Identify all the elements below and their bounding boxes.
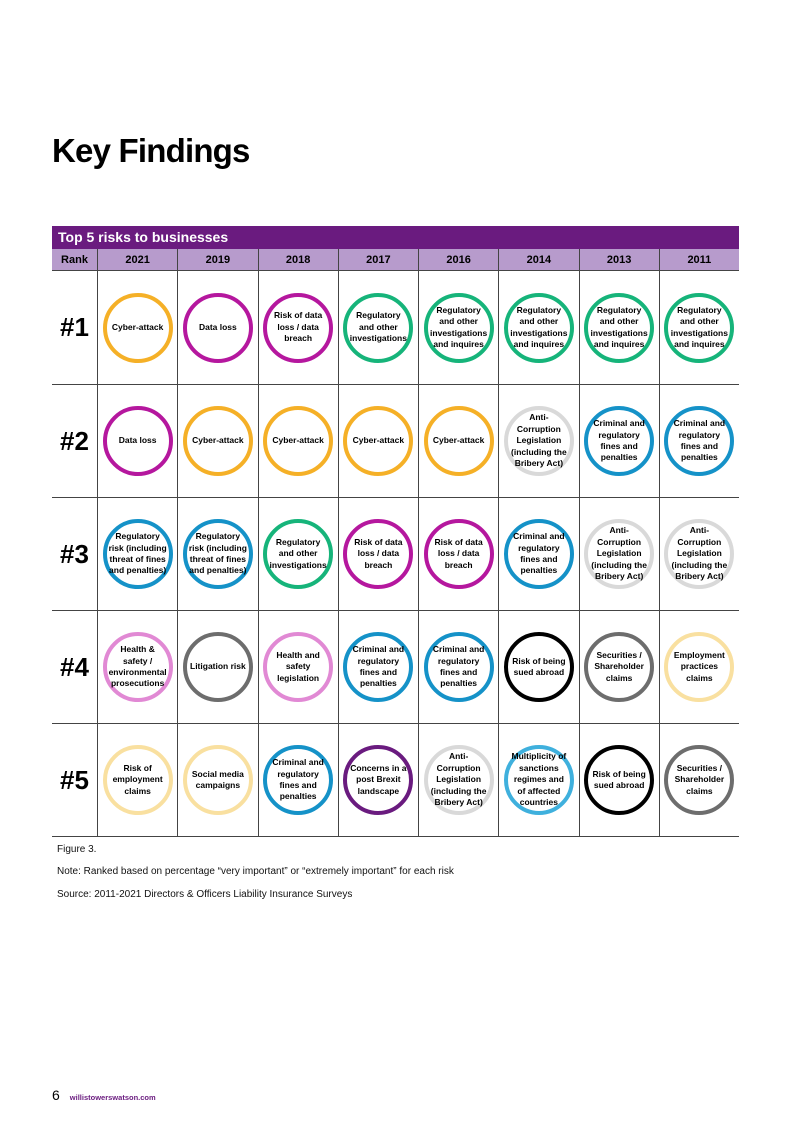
- risk-circle: [263, 632, 333, 702]
- risk-cell: [659, 724, 739, 836]
- risk-circle: [103, 745, 173, 815]
- year-header: 2019: [177, 249, 257, 270]
- year-header: 2013: [579, 249, 659, 270]
- page-footer: [52, 1087, 156, 1103]
- risk-circle: [103, 406, 173, 476]
- risk-cell: [258, 498, 338, 610]
- risk-label: Risk of being sued abroad: [512, 655, 566, 677]
- year-header: 2011: [659, 249, 739, 270]
- table-row: [52, 271, 739, 385]
- table-note: Note: Ranked based on percentage “very important” or “extremely important” for each risk: [57, 866, 454, 877]
- risk-circle: [664, 632, 734, 702]
- risk-label: Anti-Corruption Legislation (including the Bribery Act): [671, 525, 728, 582]
- year-header: 2021: [97, 249, 177, 270]
- risk-cell: [97, 724, 177, 836]
- risk-label: Data loss: [198, 321, 237, 332]
- risk-cell: [659, 385, 739, 497]
- risk-circle: [664, 293, 734, 363]
- risk-label: Regulatory and other investigations and inquires: [670, 304, 728, 349]
- risk-label: Securities / Shareholder claims: [674, 762, 725, 796]
- risk-circle: [584, 632, 654, 702]
- risk-cell: [498, 498, 578, 610]
- risk-circle: [424, 632, 494, 702]
- risk-cell: [258, 724, 338, 836]
- risk-cell: [338, 385, 418, 497]
- risk-circle: [343, 293, 413, 363]
- table-row: [52, 385, 739, 498]
- risk-circle: [584, 293, 654, 363]
- risk-label: Regulatory and other investigations: [269, 536, 327, 570]
- footer-url: willistowerswatson.com: [69, 1093, 156, 1102]
- risk-label: Litigation risk: [190, 661, 246, 672]
- risk-circle: [504, 519, 574, 589]
- risk-cell: [579, 498, 659, 610]
- page-number: 6: [52, 1087, 60, 1103]
- risk-cell: [338, 611, 418, 723]
- risk-circle: [504, 406, 574, 476]
- risk-cell: [97, 271, 177, 384]
- risk-cell: [498, 724, 578, 836]
- risk-cell: [338, 271, 418, 384]
- risk-circle: [343, 519, 413, 589]
- risk-circle: [664, 519, 734, 589]
- page-title: Key Findings: [52, 132, 250, 169]
- risk-cell: [418, 498, 498, 610]
- risk-circle: [183, 745, 253, 815]
- risk-circle: [664, 745, 734, 815]
- rank-label: #2: [60, 425, 89, 456]
- risk-cell: [659, 498, 739, 610]
- risk-label: Risk of data loss / data breach: [274, 310, 323, 344]
- rank-label: #5: [60, 764, 89, 795]
- risk-label: Regulatory and other investigations and inquires: [430, 304, 488, 349]
- risk-cell: [258, 271, 338, 384]
- risk-circle: [424, 745, 494, 815]
- risk-label: Risk of employment claims: [112, 762, 163, 796]
- table-row: [52, 498, 739, 611]
- risk-circle: [343, 406, 413, 476]
- risk-circle: [103, 519, 173, 589]
- risk-label: Cyber-attack: [192, 435, 244, 446]
- table-row: [52, 611, 739, 724]
- risk-label: Criminal and regulatory fines and penalties: [673, 418, 726, 463]
- rank-header: Rank: [61, 253, 88, 266]
- risk-cell: [659, 271, 739, 384]
- risk-label: Anti-Corruption Legislation (including the Bribery Act): [511, 412, 567, 469]
- risk-cell: [177, 385, 257, 497]
- rank-label: #3: [60, 538, 89, 569]
- risk-label: Criminal and regulatory fines and penalties: [513, 531, 565, 576]
- risk-cell: [498, 385, 578, 497]
- risk-label: Anti-Corruption Legislation (including the Bribery Act): [591, 525, 647, 582]
- risk-label: Cyber-attack: [111, 321, 164, 332]
- year-header: 2018: [258, 249, 338, 270]
- risk-circle: [584, 519, 654, 589]
- risk-label: Risk of data loss / data breach: [434, 536, 483, 570]
- risk-circle: [504, 293, 574, 363]
- risk-cell: [177, 498, 257, 610]
- risk-label: Cyber-attack: [432, 435, 485, 446]
- risk-label: Anti-Corruption Legislation (including the Bribery Act): [430, 751, 487, 808]
- risk-cell: [659, 611, 739, 723]
- risk-circle: [183, 406, 253, 476]
- risk-label: Criminal and regulatory fines and penalties: [593, 418, 645, 463]
- risk-circle: [343, 632, 413, 702]
- risk-cell: [97, 498, 177, 610]
- year-header: 2014: [498, 249, 578, 270]
- risk-label: Criminal and regulatory fines and penalties: [432, 644, 485, 689]
- risk-label: Regulatory and other investigations: [349, 310, 407, 344]
- risk-label: Concerns in a post Brexit landscape: [350, 762, 407, 796]
- year-header: 2017: [338, 249, 418, 270]
- risk-circle: [183, 632, 253, 702]
- risk-label: Regulatory and other investigations and inquires: [510, 304, 568, 349]
- risk-cell: [579, 724, 659, 836]
- risk-cell: [418, 724, 498, 836]
- table-row: [52, 724, 739, 837]
- risk-cell: [177, 611, 257, 723]
- risk-cell: [579, 271, 659, 384]
- risk-label: Health & safety / environmental prosecutions: [108, 644, 167, 689]
- risk-circle: [103, 632, 173, 702]
- risk-label: Criminal and regulatory fines and penalties: [272, 757, 324, 802]
- risk-circle: [424, 293, 494, 363]
- risk-circle: [263, 519, 333, 589]
- risk-label: Risk of data loss / data breach: [354, 536, 403, 570]
- risk-label: Criminal and regulatory fines and penalties: [352, 644, 405, 689]
- risk-label: Social media campaigns: [191, 768, 244, 790]
- risk-circle: [343, 745, 413, 815]
- risk-cell: [97, 611, 177, 723]
- risk-cell: [97, 385, 177, 497]
- risk-circle: [183, 519, 253, 589]
- risk-cell: [579, 611, 659, 723]
- risk-circle: [263, 745, 333, 815]
- year-header: 2016: [418, 249, 498, 270]
- risks-table: [52, 226, 739, 837]
- risk-cell: [579, 385, 659, 497]
- risk-label: Securities / Shareholder claims: [594, 649, 644, 683]
- risk-label: Employment practices claims: [673, 649, 725, 683]
- table-source: Source: 2011-2021 Directors & Officers Liability Insurance Surveys: [57, 889, 353, 900]
- risk-circle: [584, 745, 654, 815]
- risk-circle: [424, 406, 494, 476]
- risk-cell: [498, 611, 578, 723]
- risk-label: Regulatory and other investigations and inquires: [590, 304, 648, 349]
- risk-label: Data loss: [118, 435, 157, 446]
- risk-cell: [418, 271, 498, 384]
- figure-label: Figure 3.: [57, 844, 97, 855]
- risk-cell: [418, 385, 498, 497]
- risk-circle: [504, 745, 574, 815]
- risk-circle: [263, 406, 333, 476]
- risk-circle: [584, 406, 654, 476]
- risk-cell: [338, 724, 418, 836]
- risk-circle: [183, 293, 253, 363]
- risk-circle: [263, 293, 333, 363]
- risk-cell: [177, 271, 257, 384]
- risk-circle: [103, 293, 173, 363]
- risk-label: Cyber-attack: [352, 435, 405, 446]
- risk-label: Cyber-attack: [272, 435, 324, 446]
- risk-cell: [258, 611, 338, 723]
- risk-circle: [424, 519, 494, 589]
- risk-label: Multiplicity of sanctions regimes and of affected countries: [511, 751, 567, 808]
- risk-circle: [664, 406, 734, 476]
- table-title: Top 5 risks to businesses: [52, 226, 739, 249]
- table-header-row: [52, 249, 739, 271]
- risk-label: Regulatory risk (including threat of fines and penalties): [108, 531, 167, 576]
- risk-label: Risk of being sued abroad: [592, 768, 646, 790]
- risk-label: Health and safety legislation: [276, 649, 320, 683]
- risk-label: Regulatory risk (including threat of fines and penalties): [188, 531, 247, 576]
- rank-label: #4: [60, 651, 89, 682]
- table-body: [52, 271, 739, 837]
- risk-cell: [338, 498, 418, 610]
- rank-label: #1: [60, 312, 89, 342]
- risk-cell: [418, 611, 498, 723]
- risk-circle: [504, 632, 574, 702]
- risk-cell: [258, 385, 338, 497]
- risk-cell: [498, 271, 578, 384]
- risk-cell: [177, 724, 257, 836]
